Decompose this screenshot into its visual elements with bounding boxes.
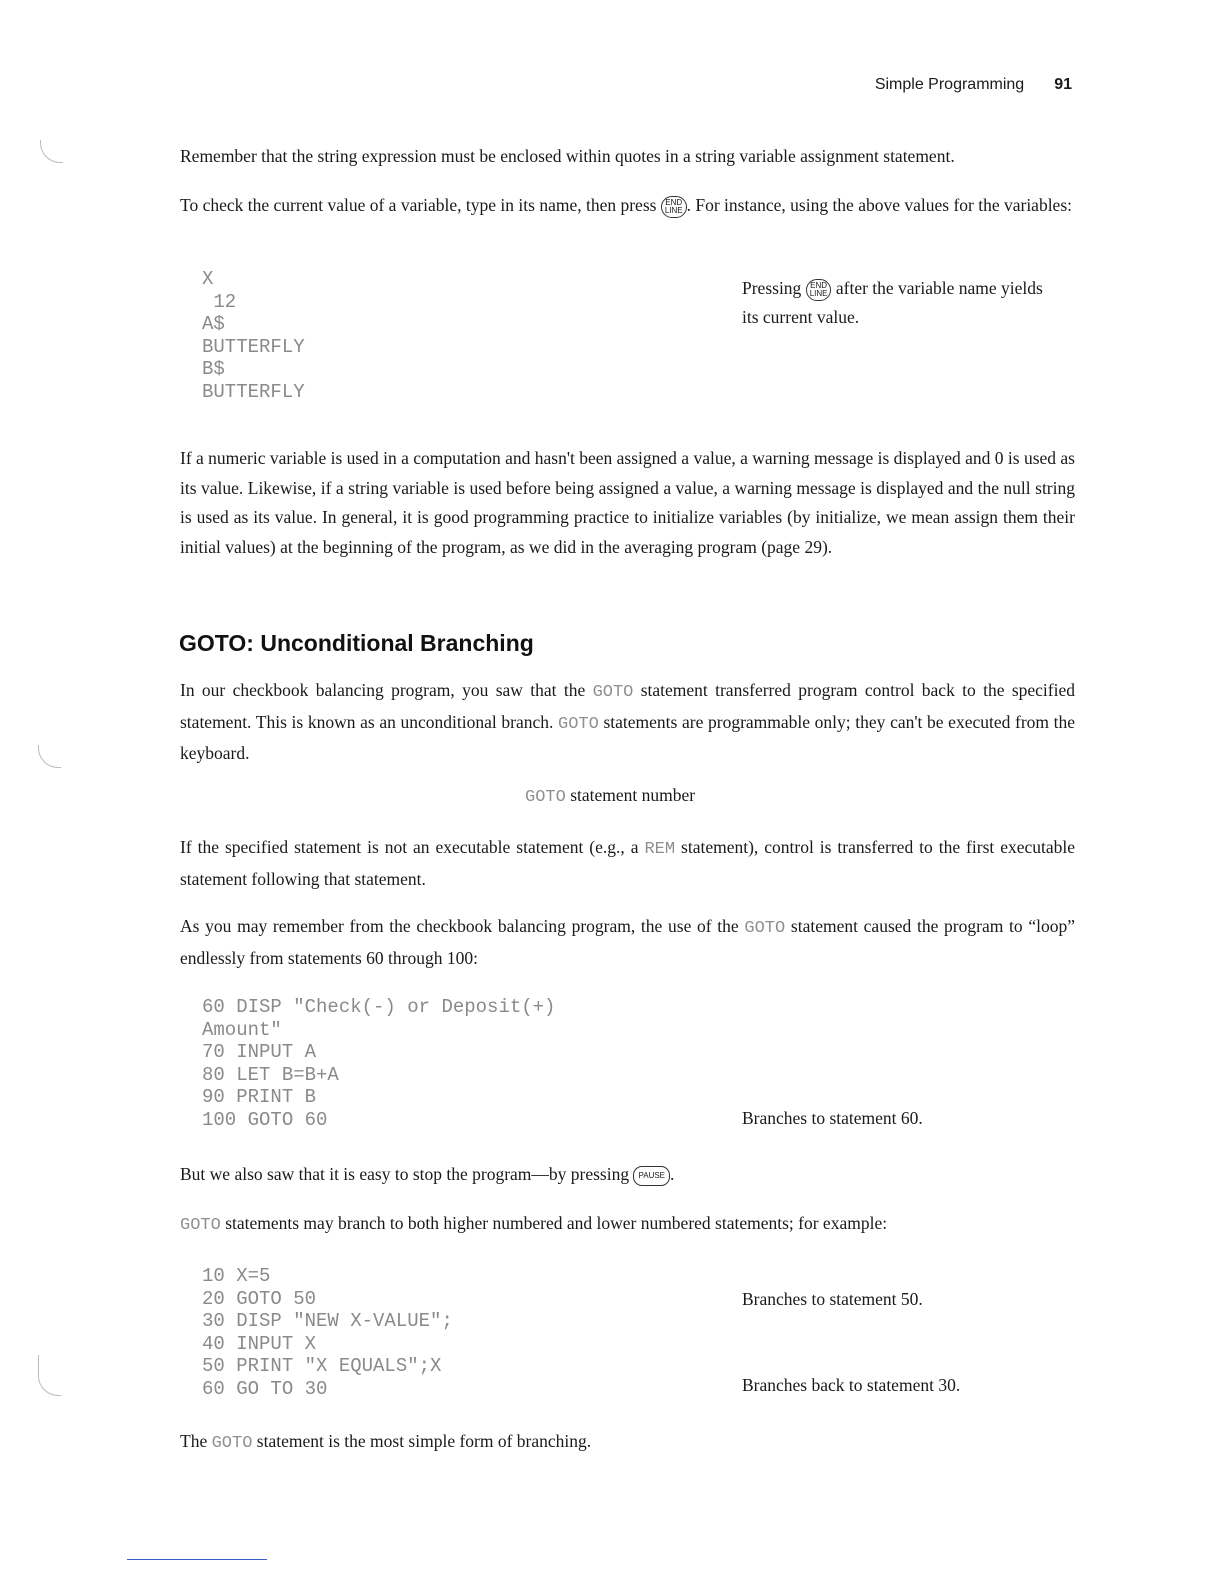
pause-key-icon: PAUSE — [633, 1166, 670, 1186]
code-line: A$ — [202, 313, 225, 335]
keyword: GOTO — [744, 919, 786, 938]
code-line: B$ — [202, 358, 225, 380]
side-note-endline: Pressing END LINE after the variable name yields its current value. — [742, 278, 1043, 327]
side-note-branch-30: Branches back to statement 30. — [742, 1375, 961, 1395]
paragraph-uninitialized-variables: If a numeric variable is used in a computation and hasn't been assigned a value, a warning message is displayed and 0 is used as its value. Likewise, if a string variable is used before being assigned a value, a warning message is displayed and the null string is used as its value. In general, it is good programming practice to initialize variables (by initialize, we mean assign them their initial values) at the beginning of the program, as we did in the averaging program (page 29). — [180, 448, 1075, 557]
code-line: Amount" — [202, 1018, 282, 1041]
code-line: 20 GOTO 50 — [202, 1287, 317, 1310]
paragraph-goto-intro: In our checkbook balancing program, you saw that the GOTO statement transferred program control back to the specified statement. This is known as an unconditional branch. GOTO statements are programmable only; they can't be executed from the keyboard. — [180, 680, 1076, 763]
code-line: 50 PRINT "X EQUALS";X — [202, 1355, 442, 1377]
margin-mark — [38, 745, 61, 768]
code-line: 90 PRINT B — [202, 1086, 317, 1108]
paragraph-rem-statement: If the specified statement is not an executable statement (e.g., a REM statement), control is transferred to the first executable statement following that statement. — [180, 837, 1076, 889]
keyword: GOTO — [525, 788, 566, 807]
code-line: 10 X=5 — [202, 1265, 271, 1287]
code-line: 40 INPUT X — [202, 1332, 317, 1355]
keyword: GOTO — [592, 683, 634, 702]
code-line: BUTTERFLY — [202, 335, 305, 358]
code-line: 12 — [202, 290, 237, 313]
footer-rule — [127, 1559, 267, 1560]
keyword: GOTO — [558, 714, 599, 734]
keyword: REM — [644, 840, 676, 859]
margin-mark — [38, 1355, 61, 1396]
code-block-variables — [202, 268, 305, 403]
paragraph-goto-simple: The GOTO statement is the most simple form of branching. — [180, 1431, 592, 1453]
code-line: 100 GOTO 60 — [202, 1108, 328, 1131]
code-line: 70 INPUT A — [202, 1041, 317, 1063]
paragraph-branch-directions: GOTO statements may branch to both higher numbered and lower numbered statements; for example: — [180, 1213, 888, 1235]
code-line: X — [202, 268, 214, 290]
code-line: 60 GO TO 30 — [202, 1377, 328, 1400]
paragraph-check-value: To check the current value of a variable, type in its name, then press END LINE . For instance, using the above values for the variables: — [180, 191, 1075, 221]
side-note-branch-50: Branches to statement 50. — [742, 1289, 923, 1309]
code-line: BUTTERFLY — [202, 380, 305, 403]
page-header — [875, 76, 1072, 94]
section-title: Simple Programming — [874, 76, 1025, 93]
paragraph-string-quotes: Remember that the string expression must be enclosed within quotes in a string variable assignment statement. — [180, 146, 955, 166]
code-block-branch-example — [202, 1265, 453, 1400]
code-block-checkbook-loop — [202, 996, 555, 1131]
margin-mark — [40, 140, 63, 163]
endline-key-icon: END LINE — [806, 279, 832, 301]
side-note-branch-60: Branches to statement 60. — [742, 1108, 923, 1128]
endline-key-icon: END LINE — [661, 196, 687, 218]
paragraph-loop: As you may remember from the checkbook balancing program, the use of the GOTO statement caused the program to “loop” endlessly from statements 60 through 100: — [180, 916, 1075, 968]
code-line: 30 DISP "NEW X-VALUE"; — [202, 1310, 453, 1332]
paragraph-pause: But we also saw that it is easy to stop the program—by pressing PAUSE . — [180, 1164, 675, 1184]
keyword: GOTO — [180, 1216, 221, 1235]
page-number: 91 — [1054, 76, 1072, 93]
code-line: 80 LET B=B+A — [202, 1063, 339, 1086]
keyword: GOTO — [211, 1434, 253, 1453]
goto-syntax: GOTO statement number — [525, 785, 696, 807]
section-heading: GOTO: Unconditional Branching — [179, 630, 534, 656]
code-line: 60 DISP "Check(-) or Deposit(+) — [202, 996, 556, 1018]
